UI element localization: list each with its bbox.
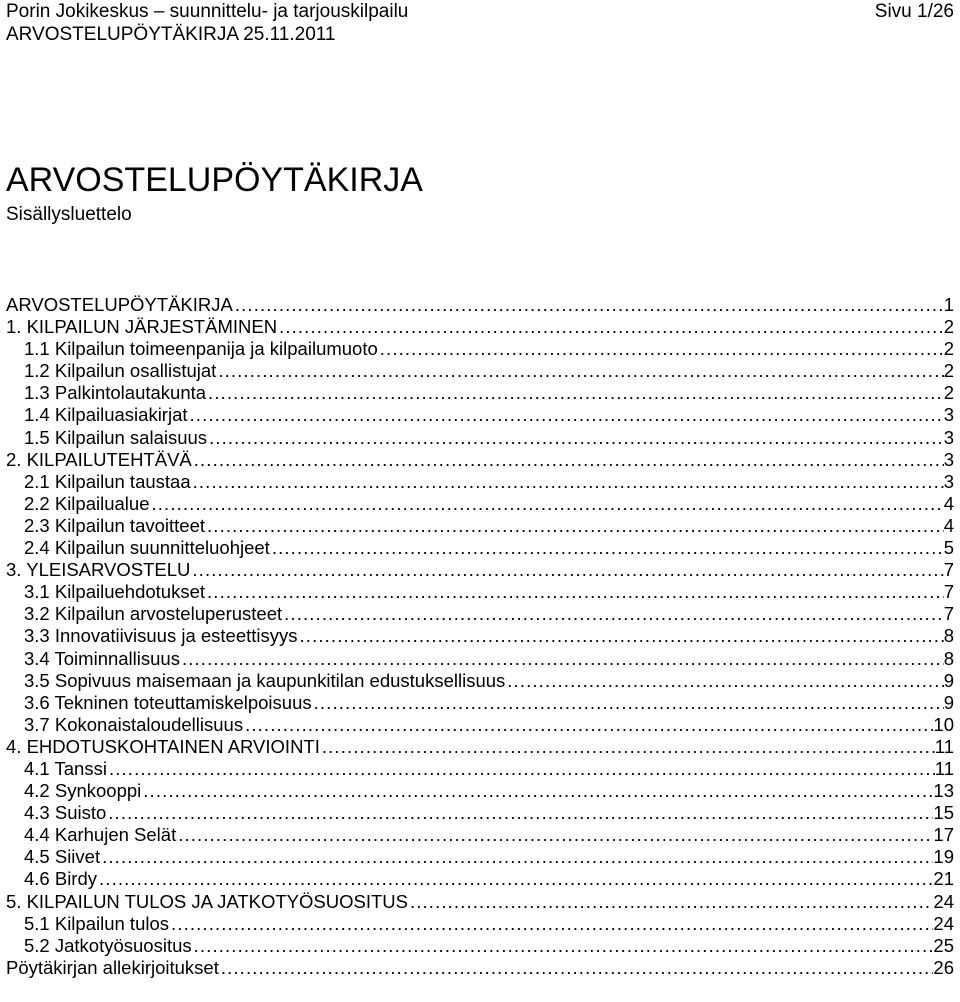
header-row-top [6,0,954,23]
toc-dot-leader [192,935,934,957]
toc-entry-page: 2 [943,360,954,382]
page-header [6,0,954,46]
toc-entry-title: 2.4 Kilpailun suunnitteluohjeet [24,537,270,559]
table-of-contents [0,294,954,979]
toc-entry-page: 25 [933,934,954,956]
toc-dot-leader [233,294,944,316]
toc-entry[interactable] [0,404,954,426]
toc-entry[interactable] [0,913,954,935]
toc-dot-leader [141,780,933,802]
toc-entry-page: 3 [943,404,954,426]
toc-dot-leader [180,648,944,670]
toc-dot-leader [106,802,933,824]
toc-entry-title: 1. KILPAILUN JÄRJESTÄMINEN [6,316,278,338]
toc-entry-title: 3.7 Kokonaistaloudellisuus [24,713,244,735]
toc-entry-page: 4 [943,514,954,536]
toc-entry-page: 21 [933,868,954,890]
toc-entry-title: 3.1 Kilpailuehdotukset [24,581,206,603]
toc-dot-leader [191,471,944,493]
toc-entry[interactable] [0,957,954,979]
toc-dot-leader [243,714,933,736]
toc-entry[interactable] [0,692,954,714]
toc-entry-title: 3.6 Tekninen toteuttamiskelpoisuus [24,691,312,713]
header-page-number: Sivu 1/26 [874,1,954,22]
header-row-bottom [6,23,954,46]
toc-entry-title: 3.5 Sopivuus maisemaan ja kaupunkitilan edustuksellisuus [24,669,506,691]
toc-entry[interactable] [0,537,954,559]
toc-entry[interactable] [0,758,954,780]
toc-entry-page: 3 [943,470,954,492]
toc-entry-title: 5. KILPAILUN TULOS JA JATKOTYÖSUOSITUS [6,890,408,912]
toc-entry[interactable] [0,360,954,382]
toc-entry[interactable] [0,935,954,957]
toc-entry-title: 2.1 Kilpailun taustaa [24,470,191,492]
toc-entry-page: 7 [943,559,954,581]
toc-dot-leader [282,603,944,625]
toc-entry[interactable] [0,559,954,581]
toc-dot-leader [188,404,944,426]
toc-entry-page: 7 [943,603,954,625]
toc-entry[interactable] [0,316,954,338]
toc-entry-page: 3 [943,426,954,448]
toc-entry-page: 15 [933,802,954,824]
toc-entry[interactable] [0,780,954,802]
toc-dot-leader [176,824,933,846]
toc-entry-title: 4.5 Siivet [24,846,101,868]
toc-entry-title: 5.1 Kilpailun tulos [24,912,170,934]
toc-dot-leader [149,493,943,515]
toc-entry-title: 1.3 Palkintolautakunta [24,382,207,404]
toc-entry-page: 8 [943,625,954,647]
toc-entry-page: 13 [933,780,954,802]
document-subtitle: Sisällysluettelo [6,204,132,225]
toc-entry[interactable] [0,382,954,404]
toc-dot-leader [100,846,933,868]
toc-entry-page: 2 [943,338,954,360]
toc-entry[interactable] [0,338,954,360]
toc-dot-leader [206,382,944,404]
toc-entry-title: 4. EHDOTUSKOHTAINEN ARVIOINTI [6,735,320,757]
toc-entry-title: 2.3 Kilpailun tavoitteet [24,514,206,536]
toc-entry-title: 1.2 Kilpailun osallistujat [24,360,217,382]
toc-dot-leader [277,316,944,338]
toc-entry[interactable] [0,493,954,515]
toc-entry-page: 4 [943,492,954,514]
toc-dot-leader [107,758,935,780]
toc-entry-page: 24 [933,912,954,934]
toc-dot-leader [205,515,944,537]
toc-entry-page: 17 [933,824,954,846]
toc-entry[interactable] [0,714,954,736]
toc-dot-leader [219,957,934,979]
toc-entry-title: 4.6 Birdy [24,868,98,890]
toc-entry-page: 11 [934,757,954,779]
toc-entry[interactable] [0,515,954,537]
toc-entry[interactable] [0,427,954,449]
header-project-title: Porin Jokikeskus – suunnittelu- ja tarjouskilpailu [6,1,409,22]
toc-entry-title: 3.4 Toiminnallisuus [24,647,180,669]
toc-entry-page: 8 [943,647,954,669]
toc-entry[interactable] [0,294,954,316]
toc-entry-title: 5.2 Jatkotyösuositus [24,934,192,956]
toc-dot-leader [378,338,944,360]
toc-dot-leader [190,559,943,581]
toc-dot-leader [205,581,944,603]
toc-dot-leader [505,670,943,692]
toc-dot-leader [192,449,944,471]
toc-dot-leader [169,913,933,935]
toc-entry[interactable] [0,846,954,868]
toc-entry-page: 1 [943,294,954,315]
toc-entry-page: 26 [933,956,954,978]
toc-dot-leader [408,891,933,913]
toc-entry[interactable] [0,824,954,846]
toc-entry-title: 3.2 Kilpailun arvosteluperusteet [24,603,283,625]
toc-entry[interactable] [0,868,954,890]
toc-entry-title: 3. YLEISARVOSTELU [6,559,191,581]
toc-entry[interactable] [0,891,954,913]
toc-entry-page: 5 [943,537,954,559]
toc-entry[interactable] [0,670,954,692]
toc-entry-page: 24 [933,890,954,912]
toc-entry-page: 2 [943,382,954,404]
toc-entry-page: 3 [943,448,954,470]
toc-entry[interactable] [0,449,954,471]
toc-entry-title: 2.2 Kilpailualue [24,492,150,514]
toc-entry-title: 3.3 Innovatiivisuus ja esteettisyys [24,625,298,647]
toc-entry[interactable] [0,603,954,625]
toc-dot-leader [298,625,944,647]
toc-dot-leader [97,868,933,890]
toc-entry-title: Pöytäkirjan allekirjoitukset [6,956,219,978]
toc-entry-title: 4.1 Tanssi [24,757,107,779]
toc-entry[interactable] [0,581,954,603]
header-document-date: ARVOSTELUPÖYTÄKIRJA 25.11.2011 [6,24,336,45]
document-title: ARVOSTELUPÖYTÄKIRJA [6,161,423,199]
toc-entry-page: 10 [933,713,954,735]
toc-entry-title: 1.4 Kilpailuasiakirjat [24,404,188,426]
toc-dot-leader [207,427,944,449]
toc-dot-leader [320,736,935,758]
toc-entry-page: 19 [933,846,954,868]
toc-entry-page: 2 [943,316,954,338]
toc-entry-title: 4.4 Karhujen Selät [24,824,177,846]
toc-entry-title: 4.3 Suisto [24,802,107,824]
toc-entry-title: 4.2 Synkooppi [24,780,142,802]
toc-entry[interactable] [0,802,954,824]
toc-entry[interactable] [0,736,954,758]
toc-entry-page: 9 [943,691,954,713]
toc-dot-leader [216,360,943,382]
toc-dot-leader [312,692,944,714]
toc-entry[interactable] [0,471,954,493]
toc-entry[interactable] [0,625,954,647]
toc-entry-page: 7 [943,581,954,603]
toc-entry-title: 1.1 Kilpailun toimeenpanija ja kilpailumuoto [24,338,378,360]
toc-entry-title: 1.5 Kilpailun salaisuus [24,426,208,448]
toc-entry[interactable] [0,648,954,670]
toc-entry-title: ARVOSTELUPÖYTÄKIRJA [6,294,233,315]
toc-entry-page: 9 [943,669,954,691]
toc-entry-page: 11 [934,735,954,757]
toc-entry-title: 2. KILPAILUTEHTÄVÄ [6,448,192,470]
toc-dot-leader [270,537,944,559]
